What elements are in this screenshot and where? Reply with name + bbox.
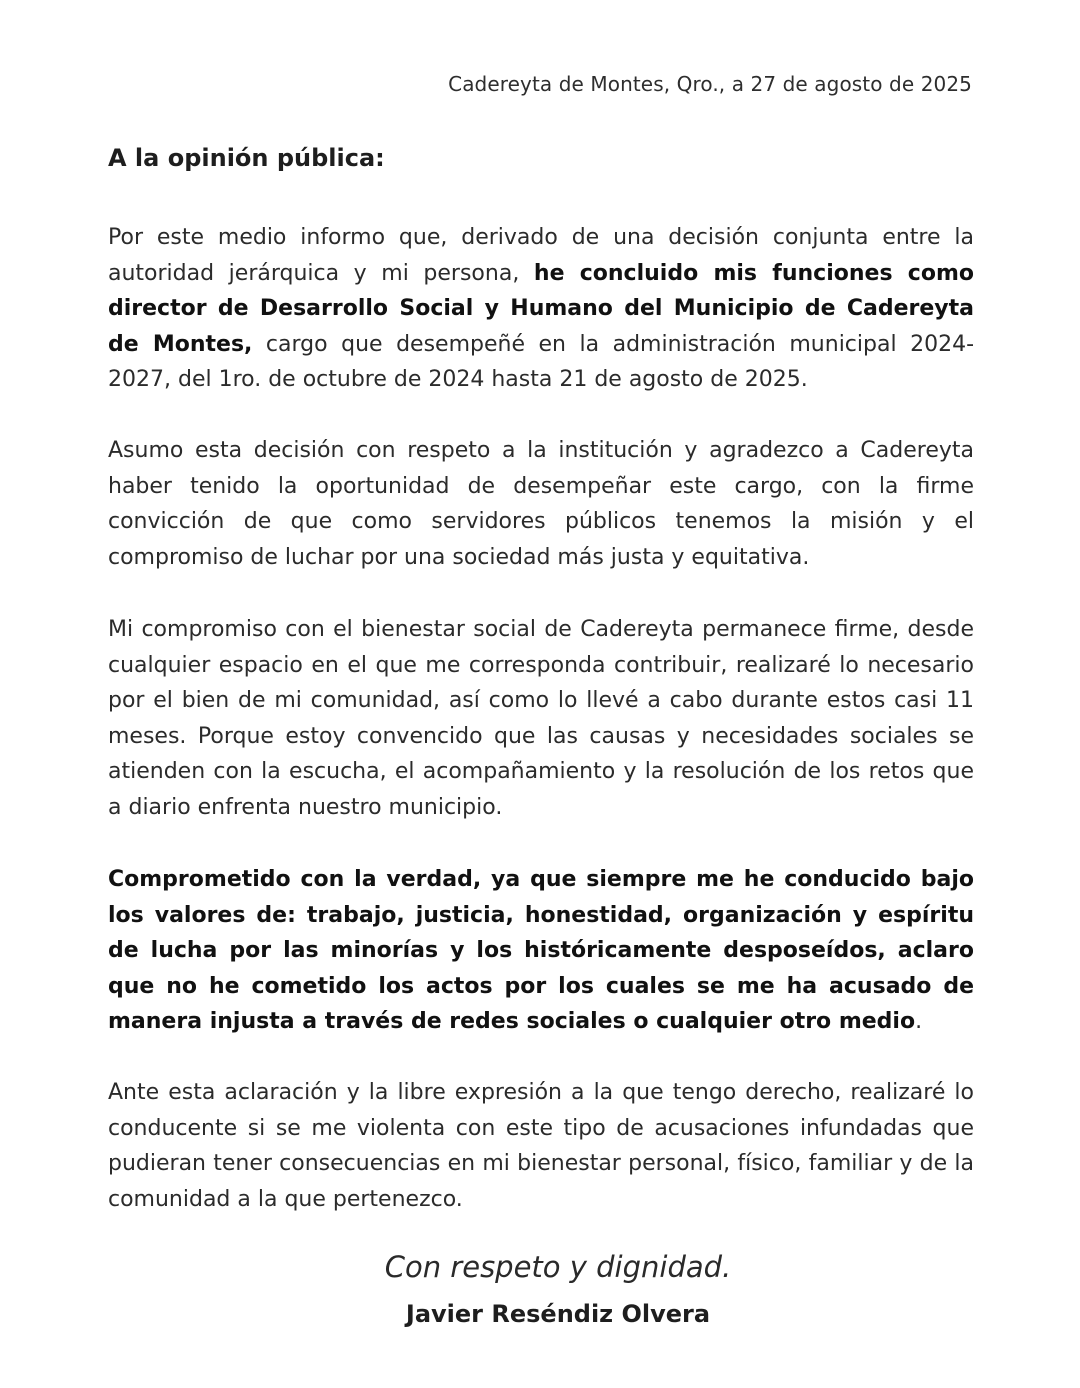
paragraph-gratitude: Asumo esta decisión con respeto a la institución y agradezco a Cadereyta haber tenido la oportunidad de desempeñar este cargo, con la firme convicción de que como servidores públicos tenemos la misión y el compromiso de luchar por una sociedad más justa y equitativa. [108,438,974,570]
date-line: Cadereyta de Montes, Qro., a 27 de agosto de 2025 [448,72,972,96]
paragraph-commitment: Mi compromiso con el bienestar social de Cadereyta permanece firme, desde cualquier espacio en el que me corresponda contribuir, realizaré lo necesario por el bien de mi comunidad, así como lo llevé a cabo durante estos casi 11 meses. Porque estoy convencido que las causas y necesidades sociales se atienden con la escucha, el acompañamiento y la resolución de los retos que a diario enfrenta nuestro municipio. [108,617,974,820]
paragraph-warning: Ante esta aclaración y la libre expresión a la que tengo derecho, realizaré lo conducente si se me violenta con este tipo de acusaciones infundadas que pudieran tener consecuencias en mi bienestar personal, físico, familiar y de la comunidad a la que pertenezco. [108,1080,974,1212]
paragraph-announcement-intro: Por este medio informo que, derivado de una decisión conjunta entre la autoridad jerárquica y mi persona, [108,225,974,286]
paragraph-clarification [108,862,974,1040]
paragraph-clarification-end: . [915,1009,923,1034]
closing-phrase: Con respeto y dignidad. [384,1250,732,1284]
paragraph-announcement-rest: cargo que desempeñé en la administración municipal 2024-2027, del 1ro. de octubre de 2024 hasta 21 de agosto de 2025. [108,331,975,392]
signature-name: Javier Reséndiz Olvera [405,1300,711,1328]
paragraph-announcement-bold: he concluido mis funciones como director de Desarrollo Social y Humano del Municipio de Cadereyta de Montes, [108,260,974,357]
paragraph-announcement [108,220,974,398]
paragraph-clarification-bold: Comprometido con la verdad, ya que siempre me he conducido bajo los valores de: trabajo, justicia, honestidad, organización y espíritu de lucha por las minorías y los históricamente desposeídos, aclaro que no he cometido los actos por los cuales se me ha acusado de manera injusta a través de redes sociales o cualquier otro medio [108,867,974,1034]
salutation: A la opinión pública: [108,144,385,172]
